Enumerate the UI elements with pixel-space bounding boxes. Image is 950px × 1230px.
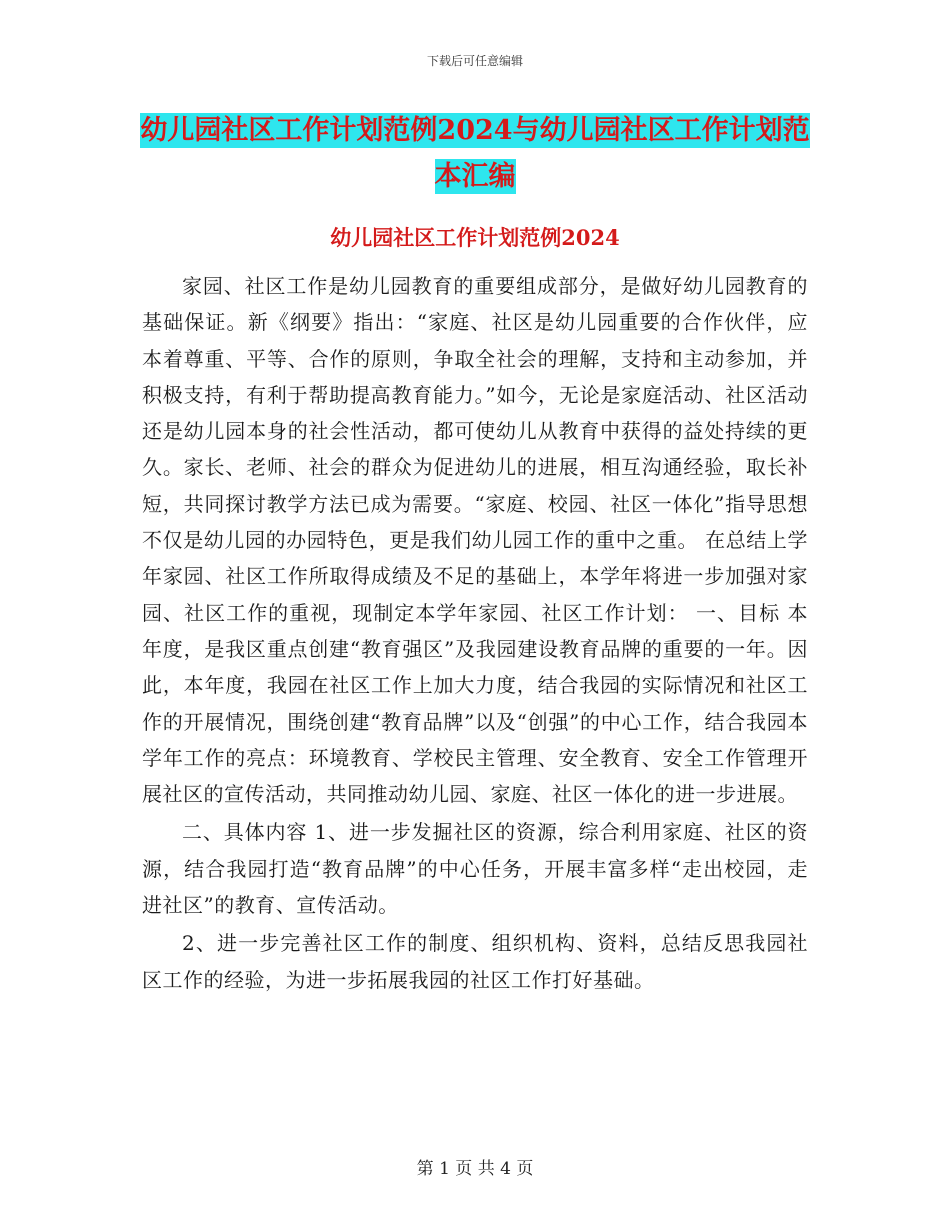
document-title: [140, 108, 810, 200]
paragraph: 2、进一步完善社区工作的制度、组织机构、资料，总结反思我园社区工作的经验，为进一步拓展我园的社区工作打好基础。: [142, 931, 808, 992]
header-note: 下载后可任意编辑: [426, 54, 523, 68]
document-title-text: 幼儿园社区工作计划范例2024与幼儿园社区工作计划范本汇编: [140, 115, 810, 192]
page-footer: 第 1 页 共 4 页: [416, 1159, 534, 1179]
paragraph: 家园、社区工作是幼儿园教育的重要组成部分，是做好幼儿园教育的基础保证。新《纲要》指出：“家庭、社区是幼儿园重要的合作伙伴，应本着尊重、平等、合作的原则，争取全社会的理解，支持和主动参加，并积极支持，有利于帮助提高教育能力。”如今，无论是家庭活动、社区活动还是幼儿园本身的社会性活动，都可使幼儿从教育中获得的益处持续的更久。家长、老师、社会的群众为促进幼儿的进展，相互沟通经验，取长补短，共同探讨教学方法已成为需要。“家庭、校园、社区一体化”指导思想不仅是幼儿园的办园特色，更是我们幼儿园工作的重中之重。 在总结上学年家园、社区工作所取得成绩及不足的基础上，本学年将进一步加强对家园、社区工作的重视，现制定本学年家园、社区工作计划： 一、目标 本年度，是我区重点创建“教育强区”及我园建设教育品牌的重要的一年。因此，本年度，我园在社区工作上加大力度，结合我园的实际情况和社区工作的开展情况，围绕创建“教育品牌”以及“创强”的中心工作，结合我园本学年工作的亮点：环境教育、学校民主管理、安全教育、安全工作管理开展社区的宣传活动，共同推动幼儿园、家庭、社区一体化的进一步进展。: [142, 274, 808, 807]
paragraph: 二、具体内容 1、进一步发掘社区的资源，综合利用家庭、社区的资源，结合我园打造“教育品牌”的中心任务，开展丰富多样“走出校园，走进社区”的教育、宣传活动。: [142, 820, 808, 918]
section-title: 幼儿园社区工作计划范例2024: [330, 225, 620, 250]
document-body: [142, 268, 808, 998]
